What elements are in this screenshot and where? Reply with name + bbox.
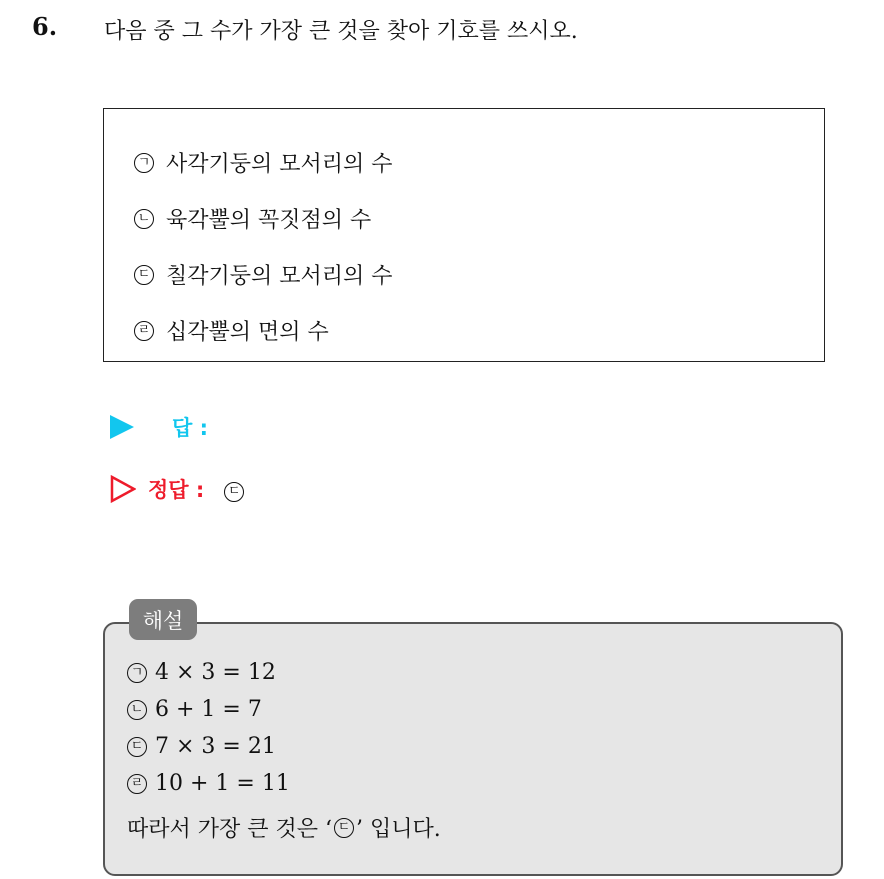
explanation-text: 4 × 3 = 12 xyxy=(155,660,276,685)
question-text: 다음 중 그 수가 가장 큰 것을 찾아 기호를 쓰시오. xyxy=(104,19,578,44)
choice-text: 칠각기둥의 모서리의 수 xyxy=(166,264,393,289)
play-icon xyxy=(110,415,134,439)
explanation-line xyxy=(127,771,290,796)
choice-text: 사각기둥의 모서리의 수 xyxy=(166,152,393,177)
explanation-line xyxy=(127,734,276,759)
conclusion-text-after: ’ 입니다. xyxy=(355,817,441,842)
explanation-text: 6 + 1 = 7 xyxy=(155,697,262,722)
explanation-box xyxy=(103,622,843,876)
circled-symbol: ㄷ xyxy=(224,482,244,502)
explanation-tab: 해설 xyxy=(129,599,197,640)
circled-symbol: ㄹ xyxy=(127,774,147,794)
answer-row xyxy=(110,412,208,442)
conclusion-text-before: 따라서 가장 큰 것은 ‘ xyxy=(127,817,332,842)
explanation-text: 10 + 1 = 11 xyxy=(155,771,290,796)
play-outline-icon xyxy=(110,475,136,503)
circled-symbol: ㄴ xyxy=(134,209,154,229)
question-number: 6. xyxy=(32,12,58,41)
correct-answer-label: 정답 : xyxy=(148,478,205,502)
circled-symbol: ㄷ xyxy=(127,737,147,757)
choice-text: 육각뿔의 꼭짓점의 수 xyxy=(166,208,372,233)
circled-symbol: ㄴ xyxy=(127,700,147,720)
correct-answer-value xyxy=(224,476,244,502)
choice-item xyxy=(134,147,393,178)
choice-item xyxy=(134,315,329,346)
circled-symbol: ㄷ xyxy=(334,818,354,838)
circled-symbol: ㄱ xyxy=(134,153,154,173)
choice-item xyxy=(134,259,393,290)
correct-answer-row xyxy=(110,474,244,504)
answer-label: 답 : xyxy=(172,416,208,440)
circled-symbol: ㄷ xyxy=(134,265,154,285)
explanation-text: 7 × 3 = 21 xyxy=(155,734,276,759)
explanation-line xyxy=(127,660,276,685)
circled-symbol: ㄹ xyxy=(134,321,154,341)
choice-item xyxy=(134,203,371,234)
circled-symbol: ㄱ xyxy=(127,663,147,683)
choice-box xyxy=(103,108,825,362)
choice-text: 십각뿔의 면의 수 xyxy=(166,320,329,345)
explanation-line xyxy=(127,697,262,722)
explanation-conclusion xyxy=(127,812,441,843)
